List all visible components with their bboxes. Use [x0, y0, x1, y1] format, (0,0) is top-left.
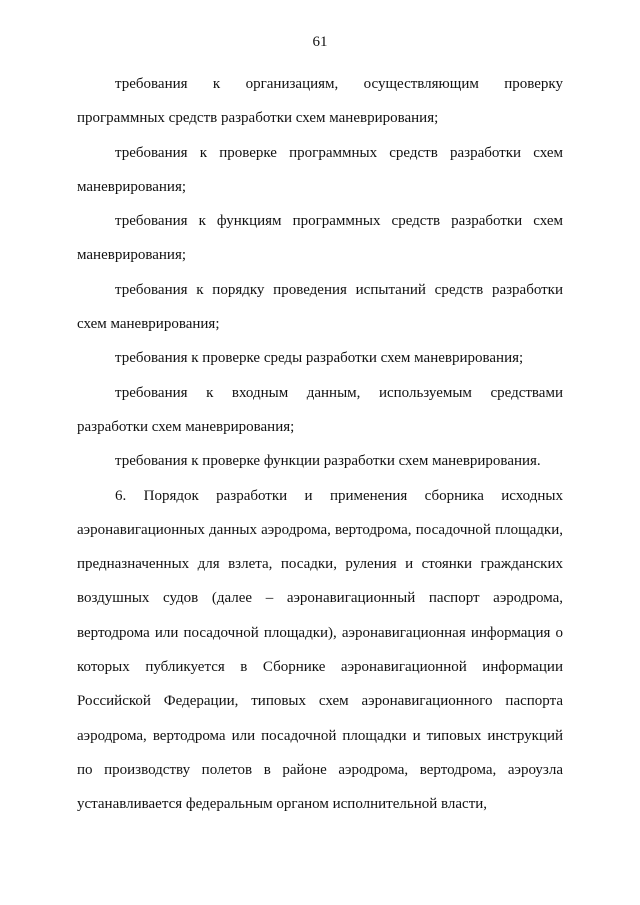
- paragraph-requirements-software-check: требования к проверке программных средств разработки схем маневрирования;: [77, 144, 563, 195]
- paragraph-requirements-software-functions: требования к функциям программных средств разработки схем маневрирования;: [77, 213, 563, 264]
- paragraph-requirements-testing-procedure: требования к порядку проведения испытаний средств разработки схем маневрирования;: [77, 281, 563, 333]
- paragraph-requirements-function-check: требования к проверке функции разработки схем маневрирования.: [115, 453, 541, 470]
- paragraph-requirements-environment-check: требования к проверке среды разработки схем маневрирования;: [115, 350, 524, 367]
- paragraph-requirements-input-data: требования к входным данным, используемым средствами разработки схем маневрирования;: [77, 384, 563, 435]
- paragraph-section-6: 6. Порядок разработки и применения сборника исходных аэронавигационных данных аэродрома, вертодрома, посадочной площадки, предназначенных для взлета, посадки, руления и стоянки гражданских воздушных судов (далее – аэронавигационный паспорт аэродрома, вертодрома или посадочной площадки), аэронавигационная информация о которых публикуется в Сборнике аэронавигационной информации Российской Федерации, типовых схем аэронавигационного паспорта аэродрома, вертодрома или посадочной площадки и типовых инструкций по производству полетов в районе аэродрома, вертодрома, аэроузла устанавливается федеральным органом исполнительной власти,: [77, 487, 563, 813]
- paragraph-requirements-organizations: требования к организациям, осуществляющим проверку программных средств разработки схем маневрирования;: [77, 76, 563, 127]
- page-number: 61: [312, 34, 328, 50]
- document-body: [77, 67, 563, 822]
